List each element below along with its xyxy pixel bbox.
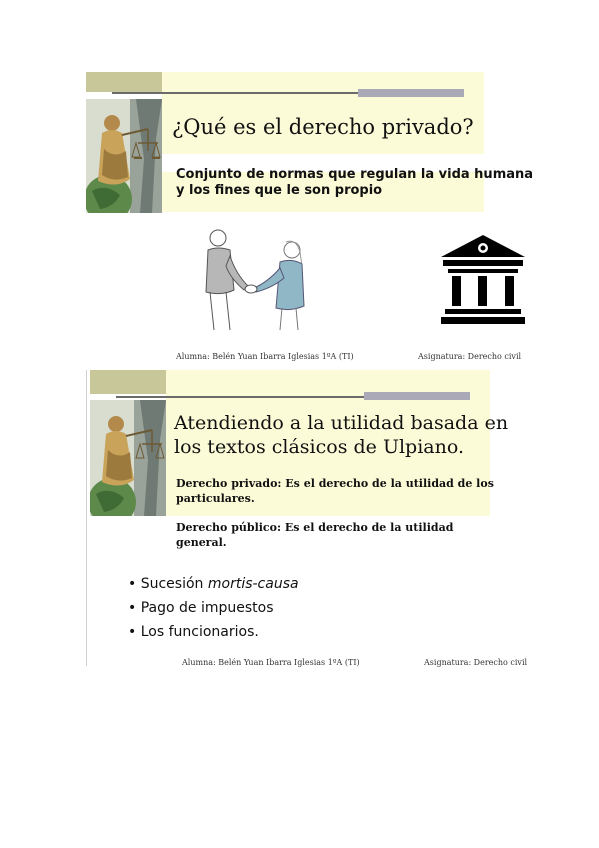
slide-2-publico-line-2: general. bbox=[176, 536, 227, 549]
list-item: • Sucesión mortis-causa bbox=[128, 572, 299, 596]
slide-2-footer-subject: Asignatura: Derecho civil bbox=[424, 658, 528, 667]
slide-2 bbox=[0, 366, 599, 666]
slide-2-left-border bbox=[86, 370, 87, 666]
slide-2-privado-line-1: Derecho privado: Es el derecho de la utilidad de los bbox=[176, 477, 494, 490]
handshake-icon bbox=[196, 226, 314, 332]
slide-1-footer-subject: Asignatura: Derecho civil bbox=[418, 352, 522, 361]
slide-1-subtitle-line-1: Conjunto de normas que regulan la vida humana bbox=[176, 167, 534, 182]
slide-2-publico-line-1: Derecho público: Es el derecho de la utilidad bbox=[176, 521, 454, 534]
justice-statue-icon bbox=[86, 99, 162, 213]
slide-2-bullet-list bbox=[128, 572, 299, 644]
slide-1-subtitle-line-2: y los fines que le son propio bbox=[176, 183, 383, 198]
list-item: • Los funcionarios. bbox=[128, 620, 299, 644]
slide-2-corner-bar bbox=[90, 370, 166, 394]
justice-statue-icon bbox=[90, 400, 166, 516]
list-item: • Pago de impuestos bbox=[128, 596, 299, 620]
slide-1-footer-author: Alumna: Belén Yuan Ibarra Iglesias 1ºA (TI) bbox=[176, 352, 354, 361]
slide-2-footer-author: Alumna: Belén Yuan Ibarra Iglesias 1ºA (TI) bbox=[182, 658, 360, 667]
courthouse-icon bbox=[439, 233, 527, 327]
slide-2-title-line-1: Atendiendo a la utilidad basada en bbox=[174, 412, 509, 434]
slide-2-accent-bar bbox=[364, 392, 470, 400]
slide-2-privado-line-2: particulares. bbox=[176, 492, 255, 505]
slide-1-corner-bar bbox=[86, 72, 162, 92]
slide-1-title-area bbox=[162, 72, 484, 154]
slide-1-accent-bar bbox=[358, 89, 464, 97]
slide-2-title-line-2: los textos clásicos de Ulpiano. bbox=[174, 436, 464, 458]
slide-1 bbox=[0, 0, 599, 370]
slide-1-title: ¿Qué es el derecho privado? bbox=[172, 115, 474, 139]
